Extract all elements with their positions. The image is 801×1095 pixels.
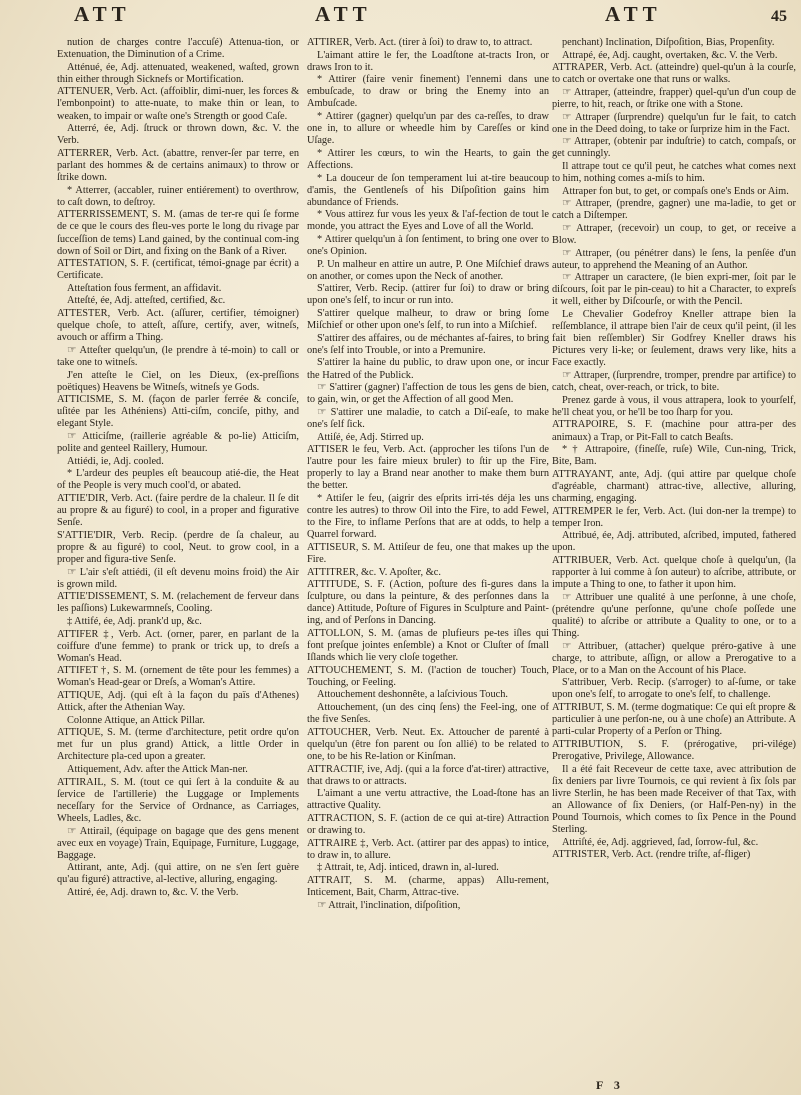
dictionary-entry: ATTESTER, Verb. Act. (aſſurer, certifier, témoigner) quelque choſe, to atteſt, aſſure, certify, aver, witneſs, avouch or affirm a Thing. bbox=[57, 308, 299, 344]
dictionary-entry: ATTRISTER, Verb. Act. (rendre triſte, af-fliger) bbox=[552, 849, 751, 861]
dictionary-entry: * L'ardeur des peuples eſt beaucoup atié-die, the Heat of the People is very much cool'd, or abated. bbox=[57, 468, 299, 492]
dictionary-entry: ATTRACTIF, ive, Adj. (qui a la force d'at-tirer) attractive, that draws to or attracts. bbox=[307, 763, 549, 787]
dictionary-entry: ☞ Attraper un caractere, (le bien expri-mer, ſoit par le diſcours, ſoit par le pin-ceau) to hit a Character, to expreſs it well, either by Diſcourſe, or with the Pencil. bbox=[552, 272, 796, 308]
dictionary-entry: ATTREMPER le fer, Verb. Act. (lui don-ner la trempe) to temper Iron. bbox=[552, 505, 796, 529]
dictionary-entry: * Atterrer, (accabler, ruiner entiérement) to overthrow, to caſt down, to deſtroy. bbox=[57, 184, 299, 208]
dictionary-entry: ☞ Attraper, (obtenir par induſtrie) to catch, compaſs, or get cunningly. bbox=[552, 136, 796, 160]
dictionary-entry: ☞ Attirail, (équipage on bagage que des gens menent avec eux en voyage) Train, Equipage, Furniture, Luggage, Baggage. bbox=[57, 825, 299, 861]
dictionary-entry: ATTRIBUTION, S. F. (prérogative, pri-vilége) Prerogative, Privilege, Allowance. bbox=[552, 738, 796, 762]
dictionary-entry: ☞ Attraper, (ou pénétrer dans) le ſens, la penſée d'un auteur, to apprehend the Meaning of an Author. bbox=[552, 247, 796, 271]
dictionary-entry: Attirant, ante, Adj. (qui attire, on ne s'en ſert guère qu'au figuré) attractive, al-lective, alluring, engaging. bbox=[57, 862, 299, 886]
dictionary-entry: ATTIQUE, Adj. (qui eſt à la façon du païs d'Athenes) Attick, after the Athenian Way. bbox=[57, 689, 299, 714]
dictionary-entry: ATTRIBUT, S. M. (terme dogmatique: Ce qui eſt propre & particulier à une perſon-ne, ou à une choſe) an Attribute. A parti-cular Property of a Perſon or Thing. bbox=[552, 702, 796, 738]
dictionary-entry: ☞ Attribuer une qualité à une perſonne, à une choſe, (prétendre qu'une perſonne, qu'une choſe poſſede une qualité) to aſcribe or attribute a Quality to one, or to a Thing. bbox=[552, 591, 796, 639]
dictionary-entry: Attiré, ée, Adj. drawn to, &c. V. the Verb. bbox=[67, 886, 239, 898]
dictionary-entry: ☞ Atteſter quelqu'un, (le prendre à té-moin) to call or take one to witneſs. bbox=[57, 344, 299, 368]
dictionary-entry: ATTENUER, Verb. Act. (affoiblir, dimi-nuer, les forces & l'embonpoint) to atte-nuate, to make thin or lean, to weaken, to impair or waſte one's Strength or good Caſe. bbox=[57, 86, 299, 122]
column-right bbox=[552, 37, 796, 1082]
dictionary-entry: ATTIE'DISSEMENT, S. M. (relachement de ferveur dans les paſſions) Lukewarmneſs, Cooling. bbox=[57, 591, 299, 615]
dictionary-entry: ATTICISME, S. M. (façon de parler ferrée & conciſe, uſitée par les Athéniens) Atti-ciſm, conciſe, pithy, and elegant Style. bbox=[57, 394, 299, 430]
dictionary-entry: ATTOLLON, S. M. (amas de plufieurs pe-tes iſles qui font preſque jointes enſemble) a Knot or Cluſter of ſmall Iſlands which lie very cloſe together. bbox=[307, 628, 549, 664]
dictionary-entry: * Attirer quelqu'un à ſon ſentiment, to bring one over to one's Opinion. bbox=[307, 234, 549, 258]
dictionary-entry: ATTRACTION, S. F. (action de ce qui at-tire) Attraction or drawing to. bbox=[307, 812, 549, 836]
dictionary-entry: Atténué, ée, Adj. attenuated, weakened, waſted, grown thin either through Sicknefs or Mortification. bbox=[57, 61, 299, 85]
dictionary-entry: S'attribuer, Verb. Recip. (s'arroger) to aſ-ſume, or take upon one's ſelf, to arrogate to one's ſelf, to challenge. bbox=[552, 677, 796, 701]
dictionary-entry: ATTIRER, Verb. Act. (tirer à ſoi) to draw to, to attract. bbox=[307, 37, 533, 48]
dictionary-entry: ATTRAPER, Verb. Act. (atteindre) quel-qu'un à la courſe, to catch or overtake one that runs or walks. bbox=[552, 62, 796, 86]
dictionary-entry: L'aimant attire le fer, the Loadſtone at-tracts Iron, or draws Iron to it. bbox=[307, 49, 549, 73]
dictionary-entry: ATTOUCHER, Verb. Neut. Ex. Attoucher de parenté à quelqu'un (être fon parent ou ſon allié) to be related to one, to be his Re-lation or Kinſman. bbox=[307, 726, 549, 762]
dictionary-entry: S'attirer, Verb. Recip. (attirer fur ſoi) to draw or bring upon one's ſelf, to incur or run into. bbox=[307, 283, 549, 307]
dictionary-entry: * Attirer (gagner) quelqu'un par des ca-reſſes, to draw one in, to allure or wheedle him by Careſſes or kind Uſage. bbox=[307, 111, 549, 147]
dictionary-entry: ATTRAIT, S. M. (charme, appas) Allu-rement, Inticement, Bait, Charm, Attrac-tive. bbox=[307, 874, 549, 898]
dictionary-entry: ☞ S'attirer une maladie, to catch a Diſ-eaſe, to make one's ſelf ſick. bbox=[307, 406, 549, 430]
dictionary-entry: L'aimant a une vertu attractive, the Load-ſtone has an attractive Quality. bbox=[307, 788, 549, 812]
dictionary-entry: S'attirer la haine du public, to draw upon one, or incur the Hatred of the Publick. bbox=[307, 357, 549, 381]
dictionary-entry: ATTISER le feu, Verb. Act. (approcher les tiſons l'un de l'autre pour les faire mieux bruler) to ſtir up the Fire, properly to lay a Brand near another to make them burn the better. bbox=[307, 444, 549, 492]
header-right: ATT bbox=[605, 2, 662, 26]
dictionary-entry: * Attirer les cœurs, to win the Hearts, to gain the Affections. bbox=[307, 147, 549, 171]
dictionary-entry: ☞ Attraper, (atteindre, frapper) quel-qu'un d'un coup de pierre, to hit, reach, or ſtrike one with a Stone. bbox=[552, 86, 796, 110]
dictionary-entry: ATTIFET †, S. M. (ornement de tête pour les femmes) a Woman's Head-gear or Dreſs, a Woman's Attire. bbox=[57, 665, 299, 689]
dictionary-entry: Il attrape tout ce qu'il peut, he catches what comes next to him, nothing comes a-miſs to him. bbox=[552, 160, 796, 185]
dictionary-entry: P. Un malheur en attire un autre, P. One Miſchief draws on another, or comes upon the Neck of another. bbox=[307, 258, 549, 282]
dictionary-entry: ATTERRISSEMENT, S. M. (amas de ter-re qui ſe forme de ce que le cours des fleu-ves porte le long du rivage par ſucceſſion de tems) Land gained, by the continual com-ing down of Soil or Dirt, and fixing on the Bank of a River. bbox=[57, 209, 299, 257]
dictionary-entry: J'en atteſte le Ciel, on les Dieux, (ex-preſſions poëtiques) Heavens be Witneſs, witneſs ye Gods. bbox=[57, 369, 299, 393]
dictionary-entry: ATTERRER, Verb. Act. (abattre, renver-ſer par terre, en parlant des hommes & de certains animaux) to throw or ſtrike down. bbox=[57, 147, 299, 184]
dictionary-entry: ATTIE'DIR, Verb. Act. (faire perdre de la chaleur. Il ſe dit au propre & au figuré) to cool, in a proper and figurative Senſe. bbox=[57, 492, 299, 529]
dictionary-entry: ATTIFER ‡, Verb. Act. (orner, parer, en parlant de la coiffure d'une femme) to prank or trick up, to dreſs a Woman's Head. bbox=[57, 628, 299, 664]
dictionary-entry: ATTRAYANT, ante, Adj. (qui attire par quelque choſe d'agréable, charmant) attrac-tive, allective, alluring, charming, engaging. bbox=[552, 468, 796, 504]
dictionary-entry: ATTOUCHEMENT, S. M. (l'action de toucher) Touch, Touching, or Feeling. bbox=[307, 664, 549, 688]
dictionary-entry: ☞ Attrait, l'inclination, diſpoſition, bbox=[317, 899, 461, 911]
dictionary-entry: ATTIRAIL, S. M. (tout ce qui ſert à la conduite & au ſervice de l'artillerie) the Luggage or Implements neceſſary for the Service of Ordnance, as Carriages, Wheels, Ladles, &c. bbox=[57, 776, 299, 824]
dictionary-entry: Le Chevalier Godefroy Kneller attrape bien la reſſemblance, il attrape bien l'air de ceux qu'il peint, (il les fait bien reſſembler) Sir Godfrey Kneller draws his Pictures very li-ke; or ſeulement, draws very like, hits a Face exactly. bbox=[552, 309, 796, 369]
dictionary-entry: Atteſtation fous ferment, an affidavit. bbox=[67, 282, 222, 294]
dictionary-entry: * † Attrapoire, (fineſſe, ruſe) Wile, Cun-ning, Trick, Bite, Bam. bbox=[552, 444, 796, 468]
dictionary-entry: ☞ Attribuer, (attacher) quelque préro-gative à une charge, to attribute, aſſign, or allow a Prerogative to a Place, or to a Man on the Account of his Place. bbox=[552, 640, 796, 676]
dictionary-entry: ATTISEUR, S. M. Attiſeur de feu, one that makes up the Fire. bbox=[307, 541, 549, 565]
dictionary-entry: Colonne Attique, an Attick Pillar. bbox=[67, 714, 205, 726]
column-middle bbox=[307, 37, 549, 1082]
dictionary-entry: Atteſté, ée, Adj. atteſted, certified, &c. bbox=[67, 295, 226, 307]
dictionary-entry: ATTESTATION, S. F. (certificat, témoi-gnage par écrit) a Certificate. bbox=[57, 258, 299, 282]
dictionary-entry: ‡ Attrait, te, Adj. inticed, drawn in, al-lured. bbox=[317, 862, 499, 874]
dictionary-entry: ATTRAIRE ‡, Verb. Act. (attirer par des appas) to intice, to draw in, to allure. bbox=[307, 837, 549, 861]
dictionary-entry: ☞ L'air s'eſt attiédi, (il eſt devenu moins froid) the Air is grown mild. bbox=[57, 566, 299, 590]
dictionary-entry: Atterré, ée, Adj. ſtruck or thrown down, &c. V. the Verb. bbox=[57, 123, 299, 147]
dictionary-entry: ATTRAPOIRE, S. F. (machine pour attra-per des animaux) a Trap, or Pit-Fall to catch Beaſts. bbox=[552, 419, 796, 443]
dictionary-entry: * Attirer (faire venir finement) l'ennemi dans une embuſcade, to draw or bring the Enemy into an Ambuſcade. bbox=[307, 74, 549, 110]
dictionary-entry: S'attirer des affaires, ou de méchantes af-faires, to bring one's ſelf into Trouble, or into a Premunire. bbox=[307, 332, 549, 356]
dictionary-entry: nution de charges contre l'accuſé) Attenua-tion, or Extenuation, the Diminution of a Crime. bbox=[57, 37, 299, 61]
dictionary-entry: ☞ Attraper, (recevoir) un coup, to get, or receive a Blow. bbox=[552, 222, 796, 246]
dictionary-entry: ☞ Attraper, (ſurprendre, tromper, prendre par artifice) to catch, cheat, over-reach, or trick, to bite. bbox=[552, 370, 796, 394]
dictionary-entry: S'ATTIE'DIR, Verb. Recip. (perdre de ſa chaleur, au propre & au figuré) to cool, Neut. to grow cool, in a proper and figura-tive Senſe. bbox=[57, 529, 299, 565]
dictionary-entry: penchant) Inclination, Diſpoſition, Bias, Propenſity. bbox=[562, 37, 775, 48]
dictionary-entry: ATTIQUE, S. M. (terme d'architecture, petit ordre qu'on met fur un plus grand) Attick, a little Order in Architecture pla-ced upon a greater. bbox=[57, 727, 299, 763]
dictionary-entry: ☞ Attraper (ſurprendre) quelqu'un fur le fait, to catch one in the Deed doing, to take or ſurprize him in the Fact. bbox=[552, 111, 796, 135]
dictionary-entry: Attouchement deshonnête, a laſcivious Touch. bbox=[317, 689, 508, 701]
dictionary-entry: ☞ Attraper, (prendre, gagner) une ma-ladie, to get or catch a Diſtemper. bbox=[552, 198, 796, 222]
dictionary-entry: Attraper fon but, to get, or compaſs one's Ends or Aim. bbox=[562, 185, 789, 197]
dictionary-entry: * La douceur de ſon temperament lui at-tire beaucoup d'amis, the Gentleneſs of his Diſpoſition gains him abundance of Friends. bbox=[307, 172, 549, 208]
dictionary-entry: ☞ S'attirer (gagner) l'affection de tous les gens de bien, to gain, win, or get the Affection of all good Men. bbox=[307, 382, 549, 406]
dictionary-entry: Prenez garde à vous, il vous attrapera, look to yourſelf, he'll cheat you, or he'll be too ſharp for you. bbox=[552, 394, 796, 418]
dictionary-entry: Il a été fait Receveur de cette taxe, avec attribution de ſix deniers par livre Tournois, ce qui revient à ſix ſols par livre Sterlin, he has been made Receiver of that Tax, with an Allowance of ſix Deniers, (or Half-Pen-ny) in the Pound Tournois, which comes to ſix Pence in the Pound Sterling. bbox=[552, 763, 796, 835]
header-center: ATT bbox=[315, 2, 372, 26]
dictionary-entry: ‡ Attifé, ée, Adj. prank'd up, &c. bbox=[67, 615, 202, 627]
dictionary-entry: Attiſé, ée, Adj. Stirred up. bbox=[317, 431, 424, 443]
dictionary-entry: Attrapé, ée, Adj. caught, overtaken, &c. V. the Verb. bbox=[562, 49, 778, 61]
dictionary-entry: * Attiſer le feu, (aigrir des eſprits irri-tés déja les uns contre les autres) to throw Oil into the Fire, to add Fewel, to the Fire, to inflame Perſons that are at odds, to help a Quarrel forward. bbox=[307, 492, 549, 541]
dictionary-entry: Attriſté, ée, Adj. aggrieved, ſad, ſorrow-ful, &c. bbox=[562, 836, 759, 848]
column-left bbox=[57, 37, 299, 1082]
dictionary-entry: S'attirer quelque malheur, to draw or bring ſome Miſchief or other upon one's ſelf, to run into a Miſchief. bbox=[307, 308, 549, 332]
header-left: ATT bbox=[74, 2, 131, 26]
dictionary-entry: ATTITUDE, S. F. (Action, poſture des fi-gures dans la ſculpture, ou dans la peinture, & des perſonnes dans la dance) Attitude, Poſture of Figures in Sculpture and Paint-ing, and of Perſons in Dancing. bbox=[307, 579, 549, 627]
signature-mark: F 3 bbox=[596, 1078, 624, 1092]
dictionary-entry: Attouchement, (un des cinq ſens) the Feel-ing, one of the five Senſes. bbox=[307, 702, 549, 726]
dictionary-entry: Attiédi, ie, Adj. cooled. bbox=[67, 455, 164, 467]
dictionary-entry: * Vous attirez fur vous les yeux & l'af-fection de tout le monde, you attract the Eyes and Love of all the World. bbox=[307, 209, 549, 233]
dictionary-entry: Attiquement, Adv. after the Attick Man-ner. bbox=[67, 764, 248, 776]
dictionary-entry: ☞ Atticiſme, (raillerie agréable & po-lie) Atticiſm, polite and genteel Raillery, Humour. bbox=[57, 431, 299, 455]
page-number: 45 bbox=[771, 8, 787, 25]
dictionary-entry: ATTRIBUER, Verb. Act. quelque choſe à quelqu'un, (la rapporter à lui comme à ſon auteur) to aſcribe, attribute, or impute a Thing to one, to father it upon him. bbox=[552, 554, 796, 591]
dictionary-entry: ATTITRER, &c. V. Apoſter, &c. bbox=[307, 566, 441, 578]
running-header bbox=[0, 2, 801, 36]
dictionary-entry: Attribué, ée, Adj. attributed, aſcribed, imputed, fathered upon. bbox=[552, 530, 796, 554]
